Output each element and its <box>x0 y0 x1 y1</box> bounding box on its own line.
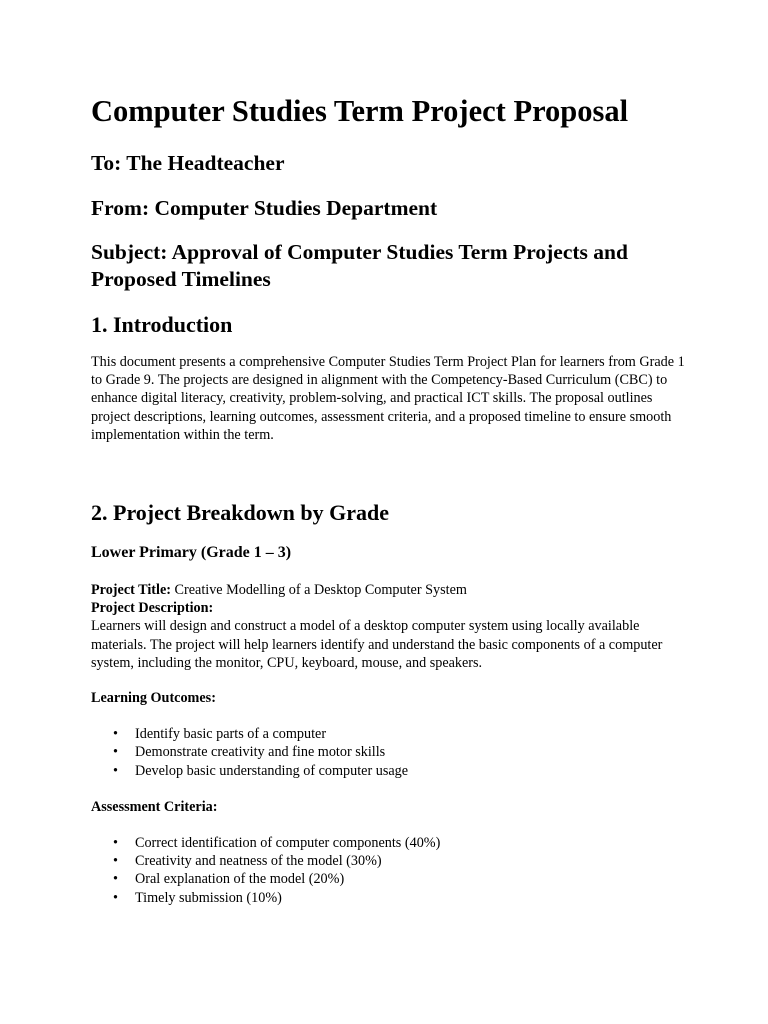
from-line: From: Computer Studies Department <box>91 196 438 220</box>
bullet-icon: • <box>113 853 118 870</box>
project-description-body: Learners will design and construct a model of a desktop computer system using locally available materials. The project will help learners identify and understand the basic components of a computer system, including the monitor, CPU, keyboard, mouse, and speakers. <box>91 618 663 671</box>
learning-outcomes-label: Learning Outcomes: <box>91 690 216 707</box>
breakdown-heading: 2. Project Breakdown by Grade <box>91 500 389 526</box>
learning-outcomes-list <box>91 725 691 780</box>
project-title-label: Project Title: <box>91 582 171 599</box>
subject-line: Subject: Approval of Computer Studies Term Projects and Proposed Timelines <box>91 240 628 291</box>
list-item: • Oral explanation of the model (20%) <box>113 871 345 888</box>
introduction-heading: 1. Introduction <box>91 312 233 337</box>
bullet-icon: • <box>113 889 118 906</box>
introduction-body: This document presents a comprehensive Computer Studies Term Project Plan for learners from Grade 1 to Grade 9. The projects are designed in alignment with the Competency-Based Curriculum (CBC) to enhance digital literacy, creativity, problem-solving, and practical ICT skills. The proposal outlines project descriptions, learning outcomes, assessment criteria, and a proposed timeline to ensure smooth implementation within the term. <box>91 354 685 443</box>
assessment-criteria-list <box>91 834 691 907</box>
project-title-line <box>91 581 691 599</box>
project-description-label: Project Description: <box>91 600 214 617</box>
list-item: • Demonstrate creativity and fine motor skills <box>113 744 386 761</box>
bullet-icon: • <box>113 835 118 852</box>
lower-primary-heading: Lower Primary (Grade 1 – 3) <box>91 544 292 562</box>
bullet-icon: • <box>113 744 118 761</box>
bullet-icon: • <box>113 726 118 743</box>
bullet-icon: • <box>113 871 118 888</box>
document-page <box>91 92 691 907</box>
list-item: • Timely submission (10%) <box>113 889 282 906</box>
list-item: • Correct identification of computer components (40%) <box>113 835 441 852</box>
document-title: Computer Studies Term Project Proposal <box>91 94 629 128</box>
list-item: • Identify basic parts of a computer <box>113 726 327 743</box>
list-item: • Creativity and neatness of the model (30%) <box>113 853 382 870</box>
to-line: To: The Headteacher <box>91 151 285 175</box>
project-title-value: Creative Modelling of a Desktop Computer System <box>174 582 467 599</box>
list-item: • Develop basic understanding of computer usage <box>113 762 409 779</box>
bullet-icon: • <box>113 762 118 779</box>
assessment-criteria-label: Assessment Criteria: <box>91 798 218 815</box>
